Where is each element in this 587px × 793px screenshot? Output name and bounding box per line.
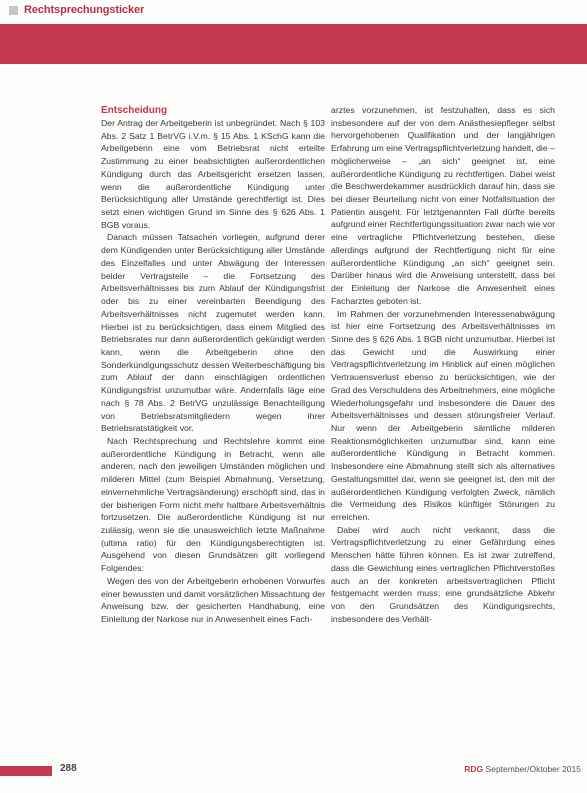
paragraph: Nach Rechtsprechung und Rechtslehre kommt eine außerordentliche Kündigung in Betracht, wenn alle anderen, nach den jeweiligen Umständen möglichen und milderen Mittel (zum Beispiel Abmahnung, Versetzung, einvernehmliche Vertragsänderung) erschöpft sind, das in der bisherigen Form nicht mehr haltbare Arbeitsverhältnis fortzusetzen. Die außerordentliche Kündigung ist nur zulässig, wenn sie die unausweichlich letzte Maßnahme (ultima ratio) für den Kündigungsberechtigten ist. Ausgehend von diesen Grundsätzen gilt vorliegend Folgendes:: [101, 435, 325, 574]
footer-accent-bar: [0, 766, 52, 776]
article-heading: Entscheidung: [101, 105, 168, 116]
paragraph: Der Antrag der Arbeitgeberin ist unbegründet. Nach § 103 Abs. 2 Satz 1 BetrVG i.V.m. § 15 Abs. 1 KSchG kann die Arbeitgeberin eine vom Betriebsrat nicht erteilte Zustimmung zu einer beabsichtigten außerordentlichen Kündigung durch das Arbeitsgericht ersetzen lassen, wenn die außerordentliche Kündigung unter Berücksichtigung aller Umstände gerechtfertigt ist. Dies setzt einen wichtigen Grund im Sinne des § 626 Abs. 1 BGB voraus.: [101, 118, 325, 230]
page-number: 288: [60, 763, 77, 774]
article-column-left: [101, 104, 325, 626]
section-label: [9, 0, 144, 20]
paragraph: Danach müssen Tatsachen vorliegen, aufgrund derer dem Kündigenden unter Berücksichtigung aller Umstände des Einzelfalles und unter Abwägung der Interessen beider Vertragsteile – die Fortsetzung des Arbeitsverhältnisses bis zum Ablauf der Kündigungsfrist oder bis zu einer vereinbarten Beendigung des Arbeitsverhältnisses nicht zugemutet werden kann. Hierbei ist zu berücksichtigen, dass einem Mitglied des Betriebsrates nur dann außerordentlich gekündigt werden kann, wenn die Arbeitgeberin ohne den Sonderkündigungsschutz dessen Weiterbeschäftigung bis zum Ablauf der dann einschlägigen ordentlichen Kündigungsfrist unzumutbar wäre. Andernfalls läge eine nach § 78 Abs. 2 BetrVG unzulässige Benachteiligung von Betriebsratsmitgliedern wegen ihrer Betriebsratstätigkeit vor.: [101, 232, 325, 434]
paragraph: Dabei wird auch nicht verkannt, dass die Vertragspflichtverletzung zu einer Gefährdung eines Menschen hätte führen können. Es ist zwar zutreffend, dass die Gewichtung eines vertraglichen Pflichtverstoßes auch an der konkreten arbeitsvertraglichen Pflicht festgemacht werden muss; eine grundsätzliche Abkehr von den Grundsätzen des Kündigungsrechts, insbesondere des Verhält-: [331, 524, 555, 624]
section-square-icon: [9, 6, 18, 15]
journal-brand: RDG: [464, 764, 484, 774]
issue-info: [464, 764, 581, 774]
issue-date: September/Oktober 2015: [485, 764, 581, 774]
section-label-text: Rechtsprechungsticker: [24, 4, 145, 16]
paragraph: arztes vorzunehmen, ist festzuhalten, dass es sich insbesondere auf der von dem Anästhesiepfleger selbst hervorgehobenen Qualifikation und der langjährigen Erfahrung um eine Vertragspflichtverletzung handelt, die – möglicherweise – „an sich“ geeignet ist, eine außerordentliche Kündigung zu rechtfertigen. Dabei weist die Beschwerdekammer ausdrücklich darauf hin, dass sie bei dieser Beurteilung nicht von einer Notfallsituation der Patientin ausgeht. Für letztgenannten Fall dürfte bereits aufgrund einer Rechtfertigungssituation zwar nach wie vor eine vertragliche Pflichtverletzung bestehen, diese allerdings aufgrund der Rechtfertigung nicht für eine außerordentliche Kündigung „an sich“ geeignet sein. Darüber hinaus wird die Anweisung unterstellt, dass bei der Einleitung der Narkose die Anwesenheit eines Facharztes geboten ist.: [331, 105, 555, 306]
paragraph: Im Rahmen der vorzunehmenden Interessenabwägung ist hier eine Fortsetzung des Arbeitsverhältnisses im Sinne des § 626 Abs. 1 BGB nicht unzumutbar. Hierbei ist das Gewicht und die Auswirkung einer Vertragspflichtverletzung im Hinblick auf einen möglichen Vertrauensverlust ebenso zu berücksichtigen, wie der Grad des Verschuldens des Arbeitnehmers, eine mögliche Wiederholungsgefahr und insbesondere die Dauer des Arbeitsverhältnisses und dessen störungsfreier Verlauf. Nur wenn der Arbeitgeberin sämtliche milderen Reaktionsmöglichkeiten unzumutbar sind, kann eine außerordentliche Kündigung in Betracht kommen. Insbesondere eine Abmahnung stellt sich als alternatives Gestaltungsmittel dar, wenn sie geeignet ist, den mit der außerordentlichen Kündigung verfolgten Zweck, nämlich die Vermeidung des Risikos künftiger Störungen zu erreichen.: [331, 308, 555, 522]
section-header-bar: [0, 24, 587, 64]
article-column-right: [331, 104, 555, 625]
paragraph: Wegen des von der Arbeitgeberin erhobenen Vorwurfes einer bewussten und damit vorsätzlichen Missachtung der Anweisung bzw. der gesicherten Handhabung, eine Einleitung der Narkose nur in Anwesenheit eines Fach-: [101, 575, 325, 625]
